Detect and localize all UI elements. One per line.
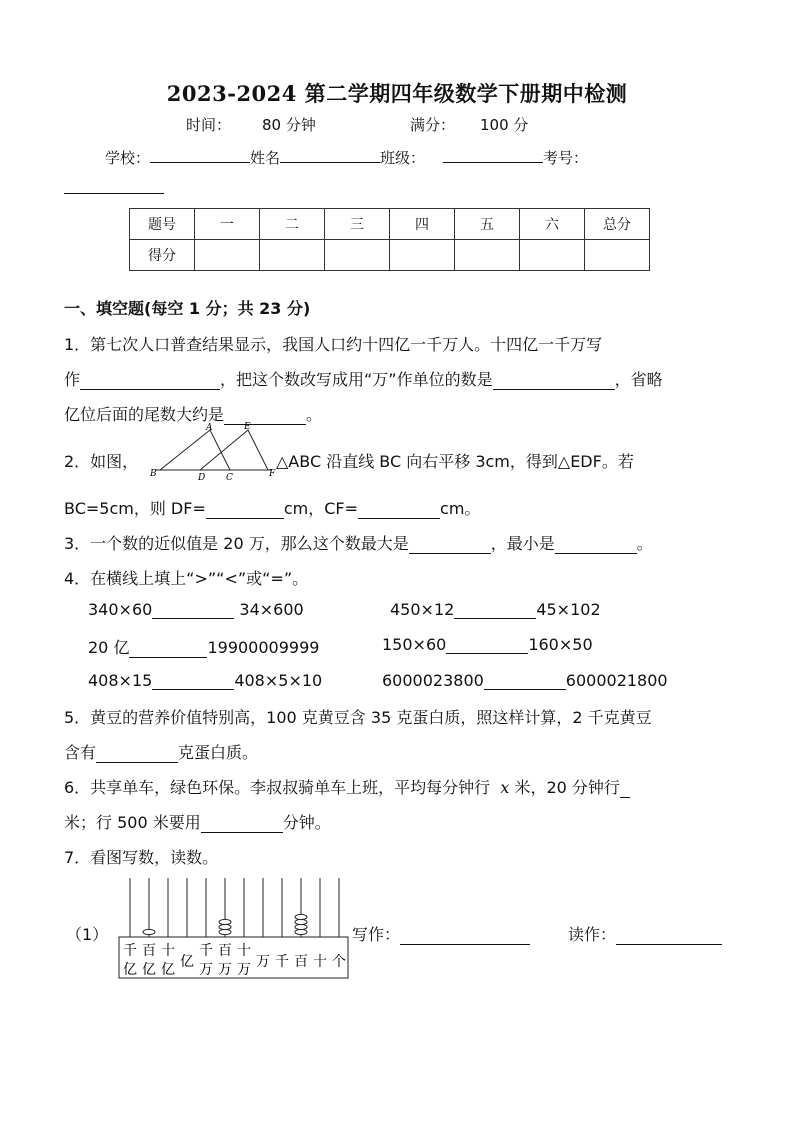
score-table-header-row <box>130 209 650 240</box>
q5-line1: 5．黄豆的营养价值特别高，100 克黄豆含 35 克蛋白质，照这样计算，2 千克黄豆 <box>64 708 652 727</box>
q2-suffix: △ABC 沿直线 BC 向右平移 3cm，得到△EDF。若 <box>276 452 634 471</box>
triangle-abc <box>160 430 230 470</box>
q7-sub-label: （1） <box>66 925 109 944</box>
name-blank[interactable] <box>280 146 380 163</box>
q6-variable: x <box>500 778 510 797</box>
q2-blank-1[interactable] <box>206 501 284 519</box>
section-heading: 一、填空题(每空 1 分；共 23 分) <box>64 299 311 318</box>
abacus-place-label: 亿 <box>123 962 137 978</box>
abacus-bead <box>295 914 307 919</box>
q5-blank[interactable] <box>96 745 178 763</box>
q3-text: 。 <box>636 534 653 553</box>
score-cell: 题号 <box>130 209 195 240</box>
write-label: 写作： <box>352 925 401 944</box>
q6-text: 米，20 分钟行 <box>514 778 620 797</box>
q4-expr: 19900009999 <box>207 638 320 657</box>
abacus-bead <box>219 924 231 929</box>
score-cell: 三 <box>325 209 390 240</box>
q4-row1-left <box>88 600 304 619</box>
score-cell: 二 <box>260 209 325 240</box>
q3-line <box>64 531 653 554</box>
abacus-place-label: 百 <box>294 954 308 970</box>
q2-text: BC=5cm，则 DF= <box>64 499 206 518</box>
abacus-place-label: 千 <box>123 943 137 959</box>
time-label: 时间： <box>186 116 232 134</box>
q4-expr: 6000023800 <box>382 671 484 690</box>
q3-text: ，最小是 <box>490 534 555 553</box>
abacus-place-label: 万 <box>256 954 270 970</box>
class-label: 班级： <box>380 149 426 167</box>
translation-triangle-figure <box>148 420 280 480</box>
abacus-place-label: 亿 <box>180 954 194 970</box>
name-label: 姓名 <box>250 149 281 167</box>
abacus-bead <box>295 929 307 934</box>
point-label-c: C <box>226 473 233 480</box>
score-input-cell[interactable] <box>195 240 260 271</box>
q5-text: 克蛋白质。 <box>178 743 259 762</box>
abacus-place-label: 千 <box>199 943 213 959</box>
q1-text: ，把这个数改写成用“万”作单位的数是 <box>220 370 493 389</box>
score-input-cell[interactable] <box>325 240 390 271</box>
abacus-place-label: 亿 <box>142 962 156 978</box>
q1-line1: 1．第七次人口普查结果显示，我国人口约十四亿一千万人。十四亿一千万写 <box>64 335 603 354</box>
q6-text: 6．共享单车，绿色环保。李叔叔骑单车上班，平均每分钟行 <box>64 778 491 797</box>
abacus-place-label: 千 <box>275 954 289 970</box>
abacus-place-label: 十 <box>313 954 327 970</box>
q2-prefix: 2．如图， <box>64 452 139 471</box>
time-value: 80 分钟 <box>262 116 316 134</box>
full-score-value: 100 分 <box>480 116 529 134</box>
point-label-f: F <box>269 469 276 479</box>
abacus-place-label: 百 <box>142 943 156 959</box>
student-info-line <box>105 146 588 168</box>
abacus-rods <box>130 878 339 937</box>
abacus-place-label: 万 <box>199 962 213 978</box>
abacus-bead <box>219 919 231 924</box>
abacus-place-label: 百 <box>218 943 232 959</box>
q4-row2-right <box>382 635 593 654</box>
abacus-place-label: 十 <box>161 943 175 959</box>
q3-text: 3．一个数的近似值是 20 万，那么这个数最大是 <box>64 534 409 553</box>
q2-blank-2[interactable] <box>358 501 440 519</box>
abacus-bead <box>143 929 155 934</box>
read-blank[interactable] <box>616 927 722 945</box>
abacus-bead <box>295 919 307 924</box>
q1-blank-2[interactable] <box>493 372 615 390</box>
score-cell: 五 <box>455 209 520 240</box>
q6-text: 米；行 500 米要用 <box>64 813 201 832</box>
q4-blank[interactable] <box>446 636 528 654</box>
q6-line1 <box>64 775 630 798</box>
q2-line2 <box>64 496 480 519</box>
q3-blank-1[interactable] <box>409 536 491 554</box>
score-cell: 总分 <box>585 209 650 240</box>
abacus-bead <box>295 924 307 929</box>
q6-blank-2[interactable] <box>201 815 283 833</box>
score-input-cell[interactable] <box>455 240 520 271</box>
q2-text: cm。 <box>440 499 481 518</box>
exam-no-label: 考号： <box>543 149 589 167</box>
score-cell: 六 <box>520 209 585 240</box>
q6-text: 分钟。 <box>282 813 331 832</box>
page-title: 2023-2024 第二学期四年级数学下册期中检测 <box>166 81 628 106</box>
q4-row3-left <box>88 671 322 690</box>
q1-line2 <box>64 367 663 390</box>
q7-prompt: 7．看图写数，读数。 <box>64 848 219 867</box>
q4-expr: 160×50 <box>528 635 593 654</box>
q4-prompt: 4．在横线上填上“>”“<”或“=”。 <box>64 569 309 588</box>
abacus-place-label: 万 <box>218 962 232 978</box>
score-table-score-row <box>130 240 650 271</box>
abacus-place-label: 亿 <box>161 962 175 978</box>
q1-text: 。 <box>306 405 323 424</box>
point-label-b: B <box>150 469 157 479</box>
abacus-place-label: 十 <box>237 943 251 959</box>
q4-expr: 340×60 <box>88 600 153 619</box>
score-input-cell[interactable] <box>390 240 455 271</box>
abacus-place-label: 个 <box>332 954 346 970</box>
score-cell: 一 <box>195 209 260 240</box>
point-label-e: E <box>244 422 251 432</box>
score-cell: 得分 <box>130 240 195 271</box>
q7-write-line <box>352 922 530 945</box>
triangle-edf <box>200 430 268 470</box>
q5-text: 含有 <box>64 743 97 762</box>
school-label: 学校： <box>105 149 151 167</box>
q2-text: cm，CF= <box>283 499 359 518</box>
q1-blank-1[interactable] <box>80 372 220 390</box>
full-score-label: 满分： <box>410 116 456 134</box>
abacus-place-label: 万 <box>237 962 251 978</box>
q4-blank[interactable] <box>152 601 234 619</box>
q3-blank-2[interactable] <box>555 536 637 554</box>
point-label-a: A <box>206 423 213 433</box>
q4-blank[interactable] <box>484 672 566 690</box>
abacus-figure <box>118 876 350 980</box>
school-blank[interactable] <box>150 146 250 163</box>
read-label: 读作： <box>568 925 617 944</box>
point-label-d: D <box>198 473 206 480</box>
score-input-cell[interactable] <box>585 240 650 271</box>
score-input-cell[interactable] <box>260 240 325 271</box>
q1-text: ，省略 <box>614 370 663 389</box>
abacus-labels <box>123 943 346 978</box>
class-blank[interactable] <box>443 146 543 163</box>
q4-expr: 408×5×10 <box>234 671 323 690</box>
write-blank[interactable] <box>400 927 530 945</box>
q4-expr: 45×102 <box>536 600 601 619</box>
score-input-cell[interactable] <box>520 240 585 271</box>
q4-blank[interactable] <box>152 672 234 690</box>
q5-line2 <box>64 740 258 763</box>
q4-expr: 450×12 <box>390 600 455 619</box>
q6-line2 <box>64 810 331 833</box>
q1-text: 作 <box>64 370 81 389</box>
abacus-bead <box>219 929 231 934</box>
q4-row1-right <box>390 600 601 619</box>
q7-read-line <box>568 922 722 945</box>
q4-expr: 6000021800 <box>565 671 668 690</box>
q6-blank-1[interactable] <box>620 780 630 798</box>
q4-expr: 20 亿 <box>88 638 130 657</box>
q4-row2-left <box>88 635 319 658</box>
q4-row3-right <box>382 671 668 690</box>
score-table <box>129 208 650 271</box>
q4-blank[interactable] <box>129 640 207 658</box>
q4-expr: 150×60 <box>382 635 447 654</box>
q4-expr: 408×15 <box>88 671 153 690</box>
q4-expr: 34×600 <box>239 600 304 619</box>
score-cell: 四 <box>390 209 455 240</box>
exam-no-blank[interactable] <box>64 193 164 194</box>
q4-blank[interactable] <box>454 601 536 619</box>
q1-text: 亿位后面的尾数大约是 <box>64 405 225 424</box>
